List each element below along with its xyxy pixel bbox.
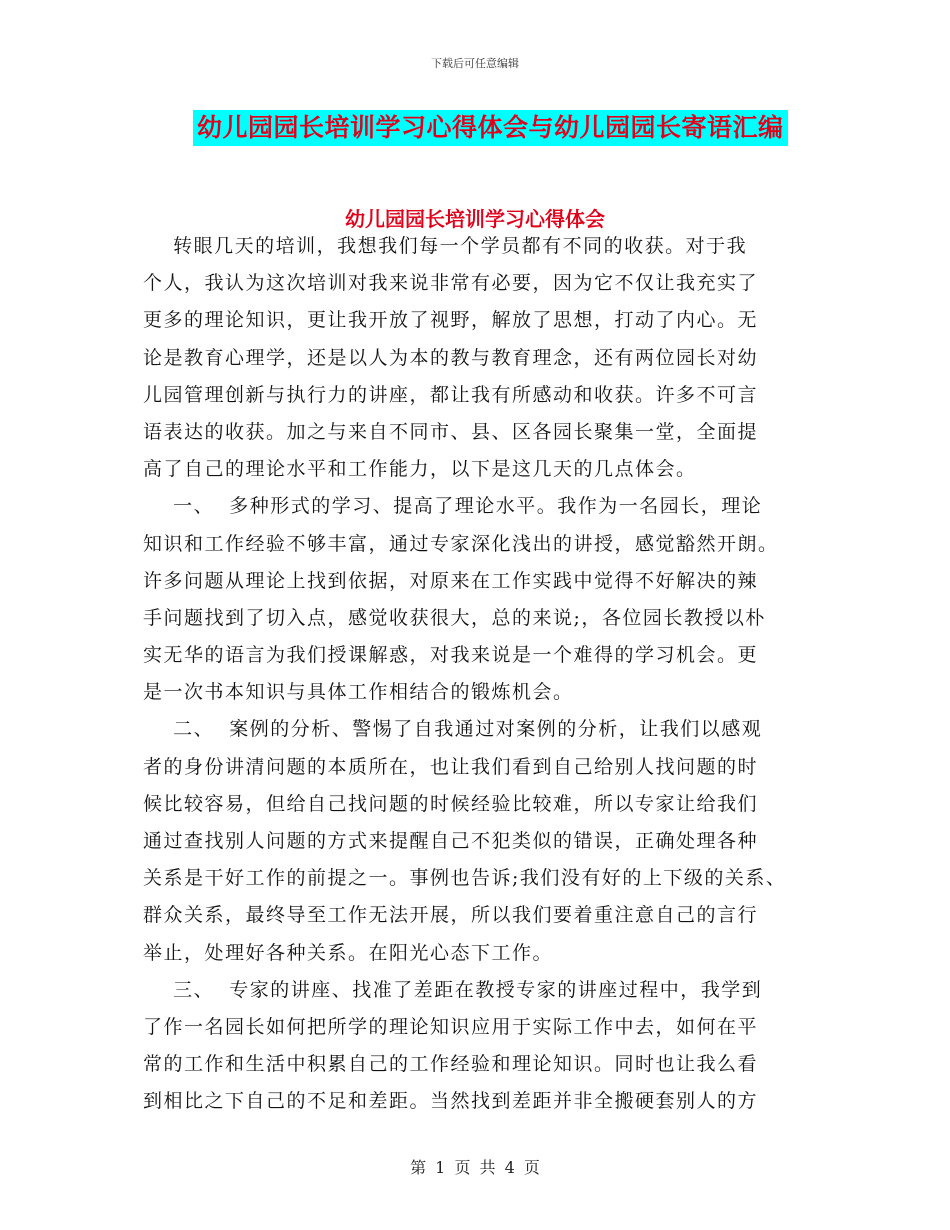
text-line: 常的工作和生活中积累自己的工作经验和理论知识。同时也让我么看 [143,1053,759,1076]
text-line: 者的身份讲清问题的本质所在，也让我们看到自己给别人找问题的时 [143,755,759,778]
text-line: 儿园管理创新与执行力的讲座，都让我有所感动和收获。许多不可言 [143,383,759,406]
text-line: 群众关系，最终导至工作无法开展，所以我们要着重注意自己的言行 [143,904,759,927]
text-line: 是一次书本知识与具体工作相结合的锻炼机会。 [143,681,574,704]
text-line: 二、 案例的分析、警惕了自我通过对案例的分析，让我们以感观 [143,718,763,741]
text-line: 举止，处理好各种关系。在阳光心态下工作。 [143,941,554,964]
text-line: 许多问题从理论上找到依据，对原来在工作实践中觉得不好解决的辣 [143,569,759,592]
text-line: 转眼几天的培训，我想我们每一个学员都有不同的收获。对于我 [143,235,748,257]
text-line: 候比较容易，但给自己找问题的时候经验比较难，所以专家让给我们 [143,792,759,815]
text-line: 一、 多种形式的学习、提高了理论水平。我作为一名园长，理论 [143,495,763,518]
text-line: 论是教育心理学，还是以人为本的教与教育理念，还有两位园长对幼 [143,346,759,369]
text-line: 更多的理论知识，更让我开放了视野，解放了思想，打动了内心。无 [143,309,759,332]
section-title: 幼儿园园长培训学习心得体会 [345,207,605,231]
text-line: 通过查找别人问题的方式来提醒自己不犯类似的错误，正确处理各种 [143,830,759,852]
text-line: 语表达的收获。加之与来自不同市、县、区各园长聚集一堂，全面提 [143,420,759,443]
text-line: 手问题找到了切入点，感觉收获很大，总的来说;，各位园长教授以朴 [143,606,766,629]
text-line: 了作一名园长如何把所学的理论知识应用于实际工作中去，如何在平 [143,1015,759,1038]
header-note: 下载后可任意编辑 [431,57,519,70]
text-line: 实无华的语言为我们授课解惑，对我来说是一个难得的学习机会。更 [143,644,759,667]
text-line: 到相比之下自己的不足和差距。当然找到差距并非全搬硬套别人的方 [143,1090,759,1113]
page-number-footer: 第 1 页 共 4 页 [410,1158,540,1177]
body-text [143,228,823,1121]
text-line: 高了自己的理论水平和工作能力，以下是这几天的几点体会。 [143,458,697,481]
text-line: 关系是干好工作的前提之一。事例也告诉;我们没有好的上下级的关系、 [143,867,787,890]
text-line: 知识和工作经验不够丰富，通过专家深化浅出的讲授，感觉豁然开朗。 [143,532,779,555]
text-line: 三、 专家的讲座、找准了差距在教授专家的讲座过程中，我学到 [143,978,763,1001]
main-title: 幼儿园园长培训学习心得体会与幼儿园园长寄语汇编 [193,110,788,146]
text-line: 个人，我认为这次培训对我来说非常有必要，因为它不仅让我充实了 [143,272,759,295]
